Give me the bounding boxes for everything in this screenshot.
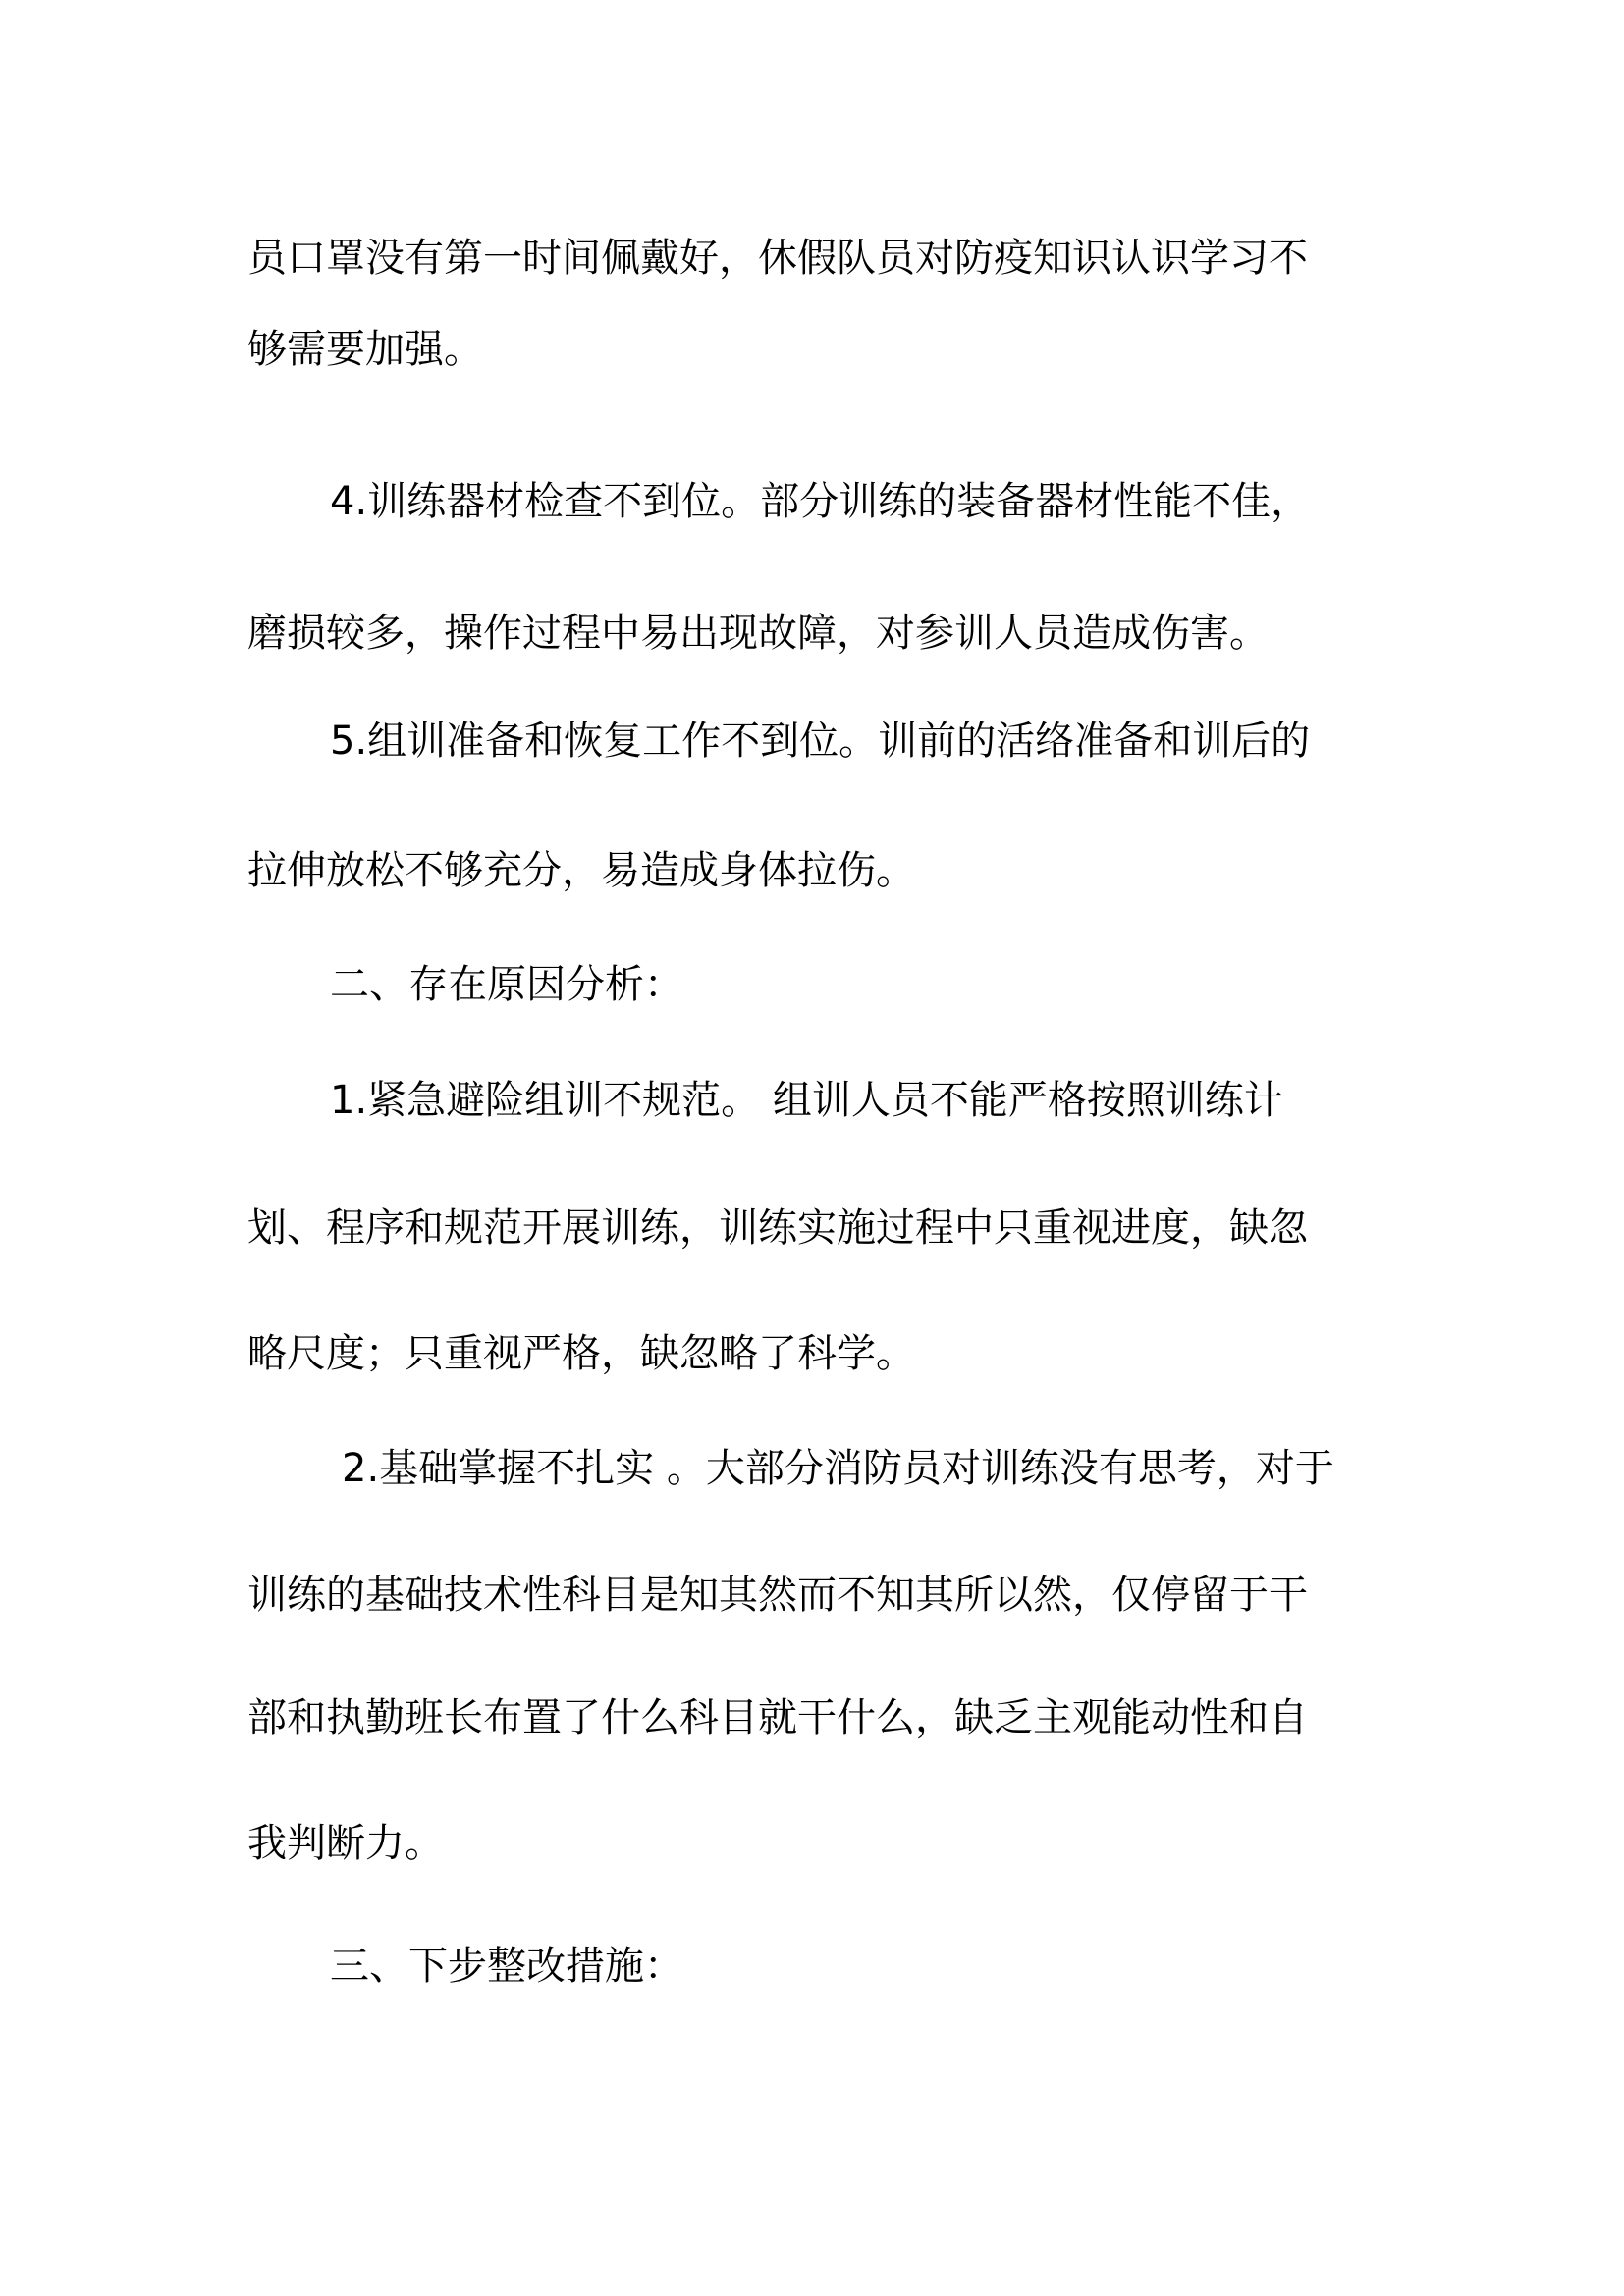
- paragraph-line: 1.紧急避险组训不规范。 组训人员不能严格按照训练计: [330, 1078, 1283, 1123]
- paragraph-line: 5.组训准备和恢复工作不到位。训前的活络准备和训后的: [330, 719, 1311, 764]
- section-heading: 二、存在原因分析：: [330, 962, 683, 1007]
- paragraph-line: 磨损较多，操作过程中易出现故障，对参训人员造成伤害。: [247, 611, 1269, 656]
- section-heading: 三、下步整改措施：: [330, 1944, 683, 1989]
- paragraph-line: 4.训练器材检查不到位。部分训练的装备器材性能不佳，: [330, 479, 1311, 524]
- paragraph-line: 划、程序和规范开展训练，训练实施过程中只重视进度，缺忽: [247, 1205, 1308, 1251]
- paragraph-line: 部和执勤班长布置了什么科目就干什么，缺乏主观能动性和自: [247, 1695, 1308, 1740]
- paragraph-line: 员口罩没有第一时间佩戴好，休假队员对防疫知识认识学习不: [247, 236, 1308, 281]
- paragraph-line: 略尺度；只重视严格，缺忽略了科学。: [247, 1331, 915, 1376]
- paragraph-line: 2.基础掌握不扎实 。大部分消防员对训练没有思考，对于: [342, 1446, 1334, 1491]
- paragraph-line: 拉伸放松不够充分，易造成身体拉伤。: [247, 848, 915, 893]
- paragraph-line: 训练的基础技术性科目是知其然而不知其所以然，仅停留于干: [247, 1573, 1308, 1618]
- paragraph-line: 够需要加强。: [247, 327, 483, 372]
- paragraph-line: 我判断力。: [247, 1821, 444, 1866]
